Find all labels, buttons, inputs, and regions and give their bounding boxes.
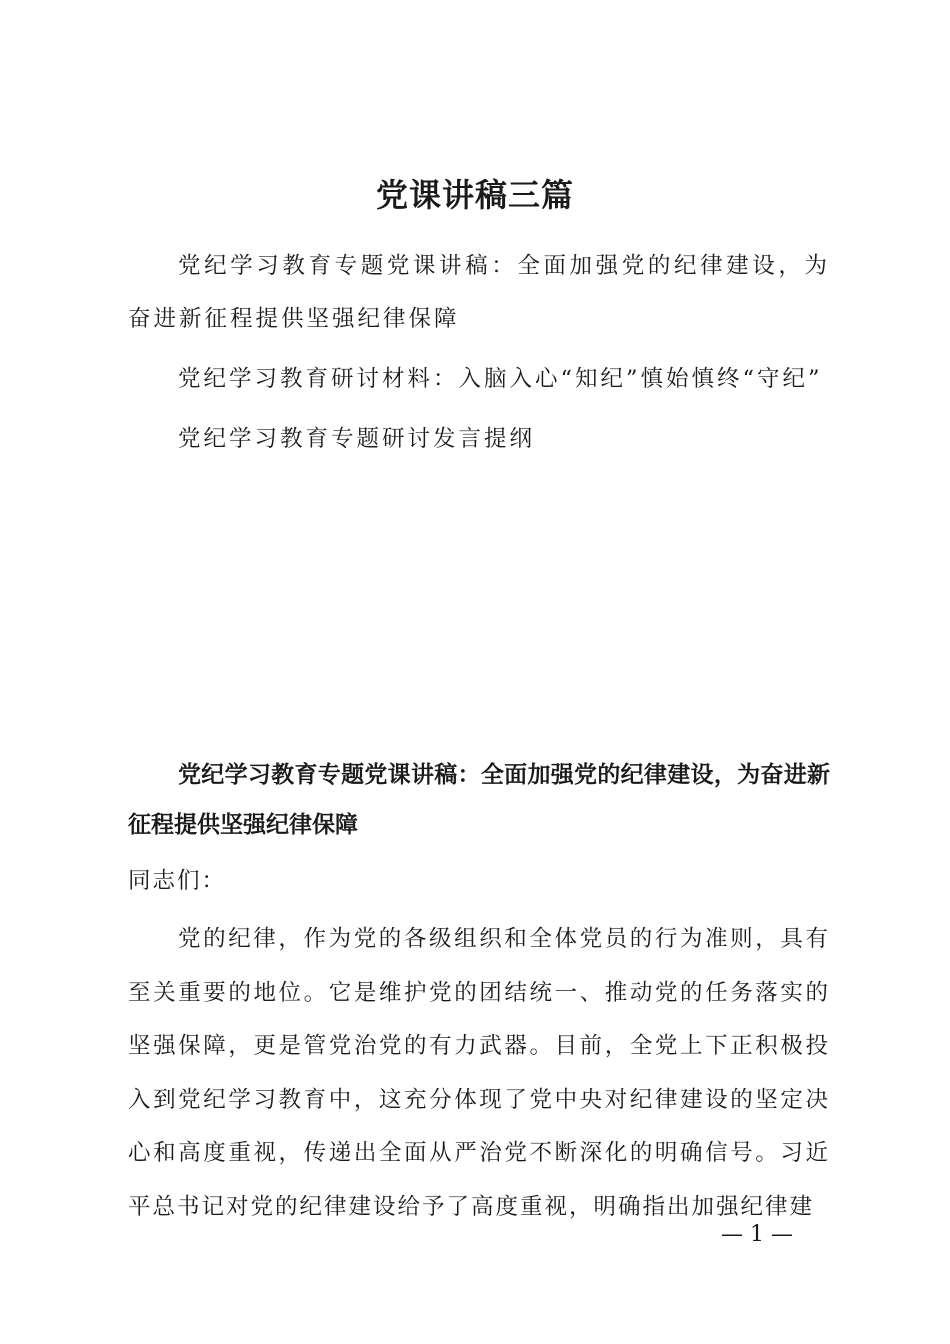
section-heading: 党纪学习教育专题党课讲稿：全面加强党的纪律建设，为奋进新征程提供坚强纪律保障 — [128, 761, 830, 838]
document-title: 党课讲稿三篇 — [375, 176, 574, 214]
body-paragraph: 党的纪律，作为党的各级组织和全体党员的行为准则，具有至关重要的地位。它是维护党的团结统一、推动党的任务落实的坚强保障，更是管党治党的有力武器。目前，全党上下正积极投入到党纪学习教育中，这充分体现了党中央对纪律建设的坚定决心和高度重视，传递出全面从严治党不断深化的明确信号。习近平总书记对党的纪律建设给予了高度重视，明确指出加强纪律建 — [128, 926, 830, 1220]
document-body — [128, 750, 830, 1234]
toc-item: 党纪学习教育研讨材料：入脑入心“知纪”慎始慎终“守纪” — [178, 366, 823, 392]
table-of-contents — [128, 240, 830, 473]
page-number: — 1 — — [721, 1222, 793, 1247]
toc-item: 党纪学习教育专题党课讲稿：全面加强党的纪律建设，为奋进新征程提供坚强纪律保障 — [128, 253, 830, 332]
greeting: 同志们： — [128, 868, 227, 894]
toc-item: 党纪学习教育专题研讨发言提纲 — [178, 426, 536, 452]
